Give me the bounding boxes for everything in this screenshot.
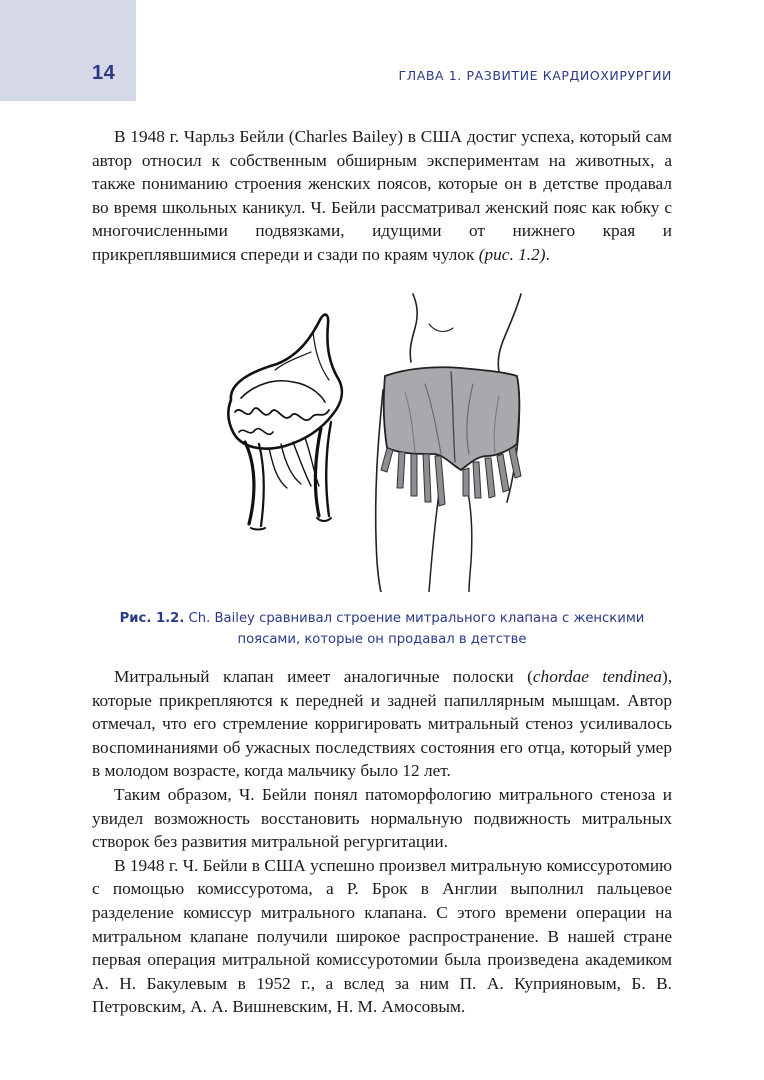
- paragraph: [92, 665, 672, 783]
- paragraph: [92, 125, 672, 267]
- caption-line-2: поясами, которые он продавал в детстве: [237, 632, 527, 647]
- running-head: ГЛАВА 1. РАЗВИТИЕ КАРДИОХИРУРГИИ: [398, 68, 672, 83]
- figure-reference: (рис. 1.2): [478, 244, 546, 264]
- figure-caption: [92, 608, 672, 650]
- paragraph: В 1948 г. Ч. Бейли в США успешно произвел митральную комиссуротомию с помощью комиссуротома, а Р. Брок в Англии выполнил пальцевое разделение комиссур митрального клапана. С этого времени операции на митральном клапане получили широкое распространение. В нашей стране первая операция митральной комиссуротомии была произведена академиком А. Н. Бакулевым в 1952 г., а вслед за ним П. А. Куприяновым, Б. В. Петровским, А. А. Вишневским, Н. М. Амосовым.: [92, 855, 672, 1017]
- page-corner-tab: [0, 0, 136, 101]
- paragraph-text: .: [545, 244, 550, 264]
- figure-label: Рис. 1.2.: [119, 611, 185, 626]
- mitral-valve-drawing: [228, 315, 342, 530]
- body-text-bottom: [92, 665, 672, 1019]
- caption-text: Ch. Bailey сравнивал строение митрального клапана с женскими: [188, 611, 645, 626]
- body-text-top: [92, 125, 672, 267]
- paragraph-text: Митральный клапан имеет аналогичные полоски (: [114, 667, 533, 686]
- paragraph-text: В 1948 г. Чарльз Бейли (Charles Bailey) в США достиг успеха, который сам автор относил к собственным обширным экспериментам на животных, а также пониманию строения женских поясов, которые он в детстве продавал во время школьных каникул. Ч. Бейли рассматривал женский пояс как юбку с многочисленными подвязками, идущими от нижнего края и прикреплявшимися спереди и сзади по краям чулок: [92, 127, 672, 264]
- page-number: 14: [92, 62, 116, 84]
- caption-line-1: [92, 608, 672, 629]
- paragraph-text: ), которые прикрепляются к передней и задней папиллярным мышцам. Автор отмечал, что его стремление корригировать митральный стеноз усиливалось воспоминаниями об ужасных последствиях состояния его отца, который умер в молодом возрасте, когда мальчику было 12 лет.: [92, 667, 673, 781]
- latin-term: chordae tendinea: [532, 667, 662, 686]
- girdle-figure-drawing: [376, 294, 521, 592]
- paragraph: Таким образом, Ч. Бейли понял патоморфологию митрального стеноза и увидел возможность восстановить нормальную подвижность митральных створок без развития митральной регургитации.: [92, 784, 672, 852]
- figure-illustration: [215, 292, 525, 592]
